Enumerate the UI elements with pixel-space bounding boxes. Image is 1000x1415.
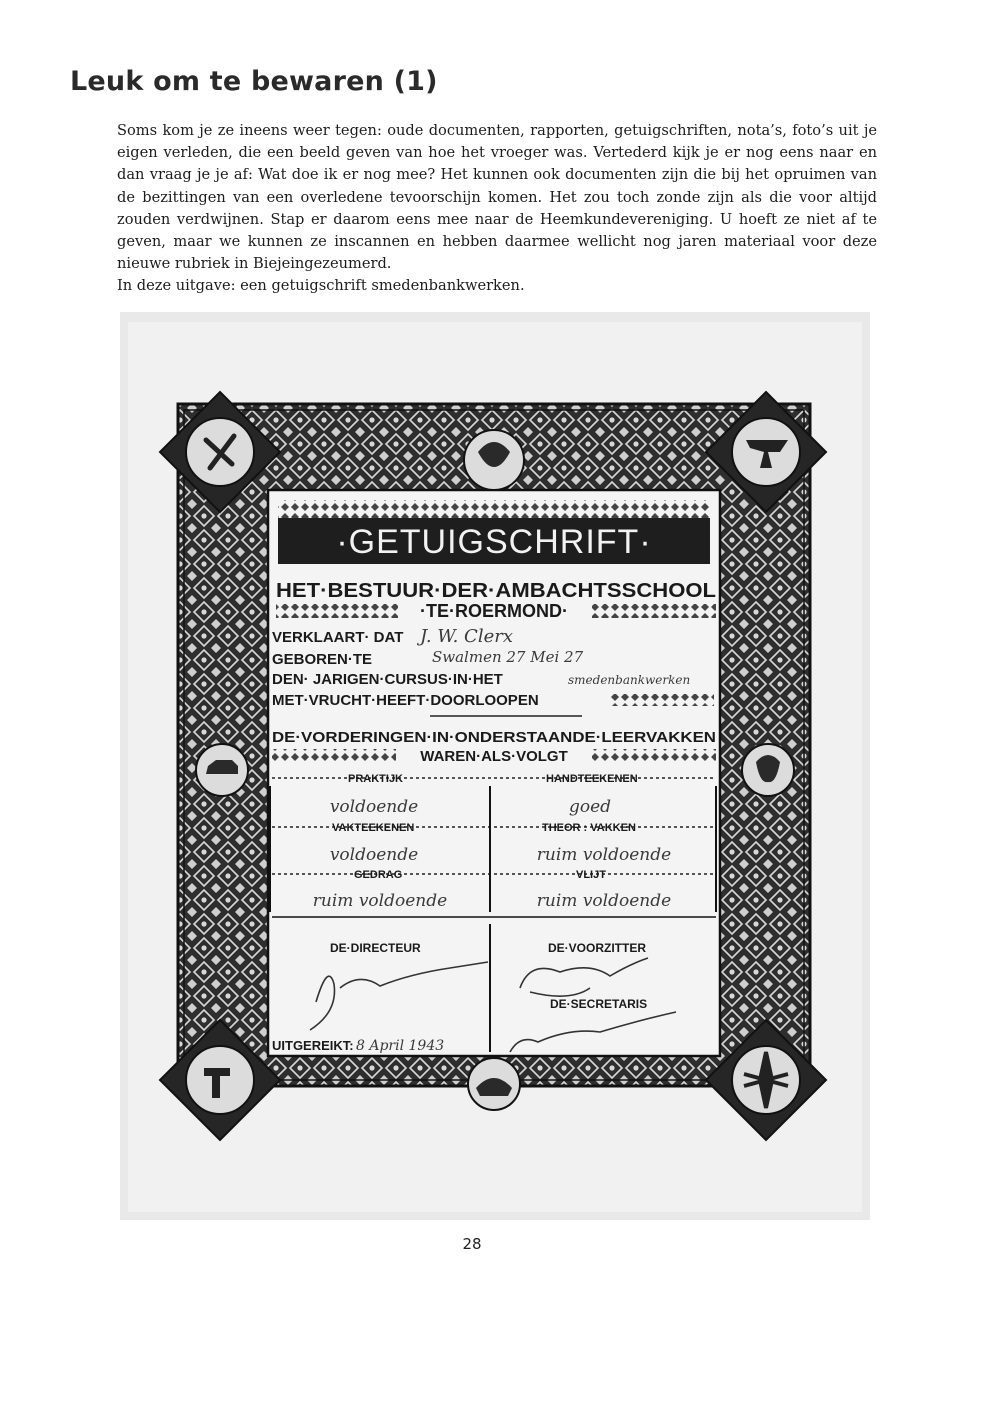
secretaris-label: DE·SECRETARIS xyxy=(550,997,648,1011)
grade-praktijk: voldoende xyxy=(329,797,419,817)
issue-date: 8 April 1943 xyxy=(356,1038,445,1054)
grade-theor-vakken: ruim voldoende xyxy=(536,845,672,865)
waren-line: WAREN·ALS·VOLGT xyxy=(420,748,568,765)
vorderingen-line: DE·VORDERINGEN·IN·ONDERSTAANDE·LEERVAKKEN xyxy=(272,729,716,746)
directeur-label: DE·DIRECTEUR xyxy=(330,941,421,955)
page-title: Leuk om te bewaren (1) xyxy=(70,66,438,97)
certificate-scan xyxy=(120,312,870,1220)
intro-paragraph: Soms kom je ze ineens weer tegen: oude documenten, rapporten, getuigschriften, nota’s, foto’s uit je eigen verleden, die een beeld geven van hoe het vroeger was. Vertederd kijk je er nog eens naar en dan vraag je je af: Wat doe ik er nog mee? Het kunnen ook documenten zijn die bij het opruimen van de bezittingen van een overledene tevoorschijn komen. Het zou toch zonde zijn als die voor altijd zouden verdwijnen. Stap er daarom eens mee naar de Heemkundevereniging. U hoeft ze niet af te geven, maar we kunnen ze inscannen en hebben daarmee wellicht nog jaren materiaal voor deze nieuwe rubriek in Biejeingezeumerd. xyxy=(117,122,877,273)
grade-vakteekenen: voldoende xyxy=(329,845,419,865)
subject-label-praktijk: PRAKTIJK xyxy=(348,773,404,785)
school-line: HET·BESTUUR·DER·AMBACHTSSCHOOL xyxy=(276,580,716,602)
geboren-label: GEBOREN·TE xyxy=(272,651,373,668)
uitgereikt-label: UITGEREIKT: xyxy=(272,1038,354,1053)
voorzitter-label: DE·VOORZITTER xyxy=(548,941,646,955)
grade-handteekenen: goed xyxy=(568,797,612,817)
place-line: ·TE·ROERMOND· xyxy=(420,601,568,621)
subject-label-gedrag: GEDRAG xyxy=(354,869,403,881)
grade-gedrag: ruim voldoende xyxy=(312,891,448,911)
course-value: smedenbankwerken xyxy=(568,673,691,687)
medallion-bottom-center xyxy=(468,1058,520,1110)
completion-line: MET·VRUCHT·HEEFT·DOORLOOPEN xyxy=(272,692,539,709)
course-label: DEN· JARIGEN·CURSUS·IN·HET xyxy=(272,671,503,688)
medallion-top-center xyxy=(464,430,524,490)
intro-last-line: In deze uitgave: een getuigschrift smedenbankwerken. xyxy=(117,277,525,295)
name-value: J. W. Clerx xyxy=(420,626,513,647)
page-number: 28 xyxy=(462,1235,482,1253)
medallion-right xyxy=(742,744,794,796)
medallion-left xyxy=(196,744,248,796)
subject-label-handteekenen: HANDTEEKENEN xyxy=(546,773,638,785)
subject-label-vlijt: VLIJT xyxy=(576,869,606,881)
intro-text xyxy=(117,120,877,298)
subject-label-theor-vakken: THEOR : VAKKEN xyxy=(542,822,636,834)
verklaart-label: VERKLAART· DAT xyxy=(272,629,404,646)
certificate-title: ·GETUIGSCHRIFT· xyxy=(336,523,652,561)
grade-vlijt: ruim voldoende xyxy=(536,891,672,911)
birth-value: Swalmen 27 Mei 27 xyxy=(432,648,584,666)
subject-label-vakteekenen: VAKTEEKENEN xyxy=(332,822,415,834)
